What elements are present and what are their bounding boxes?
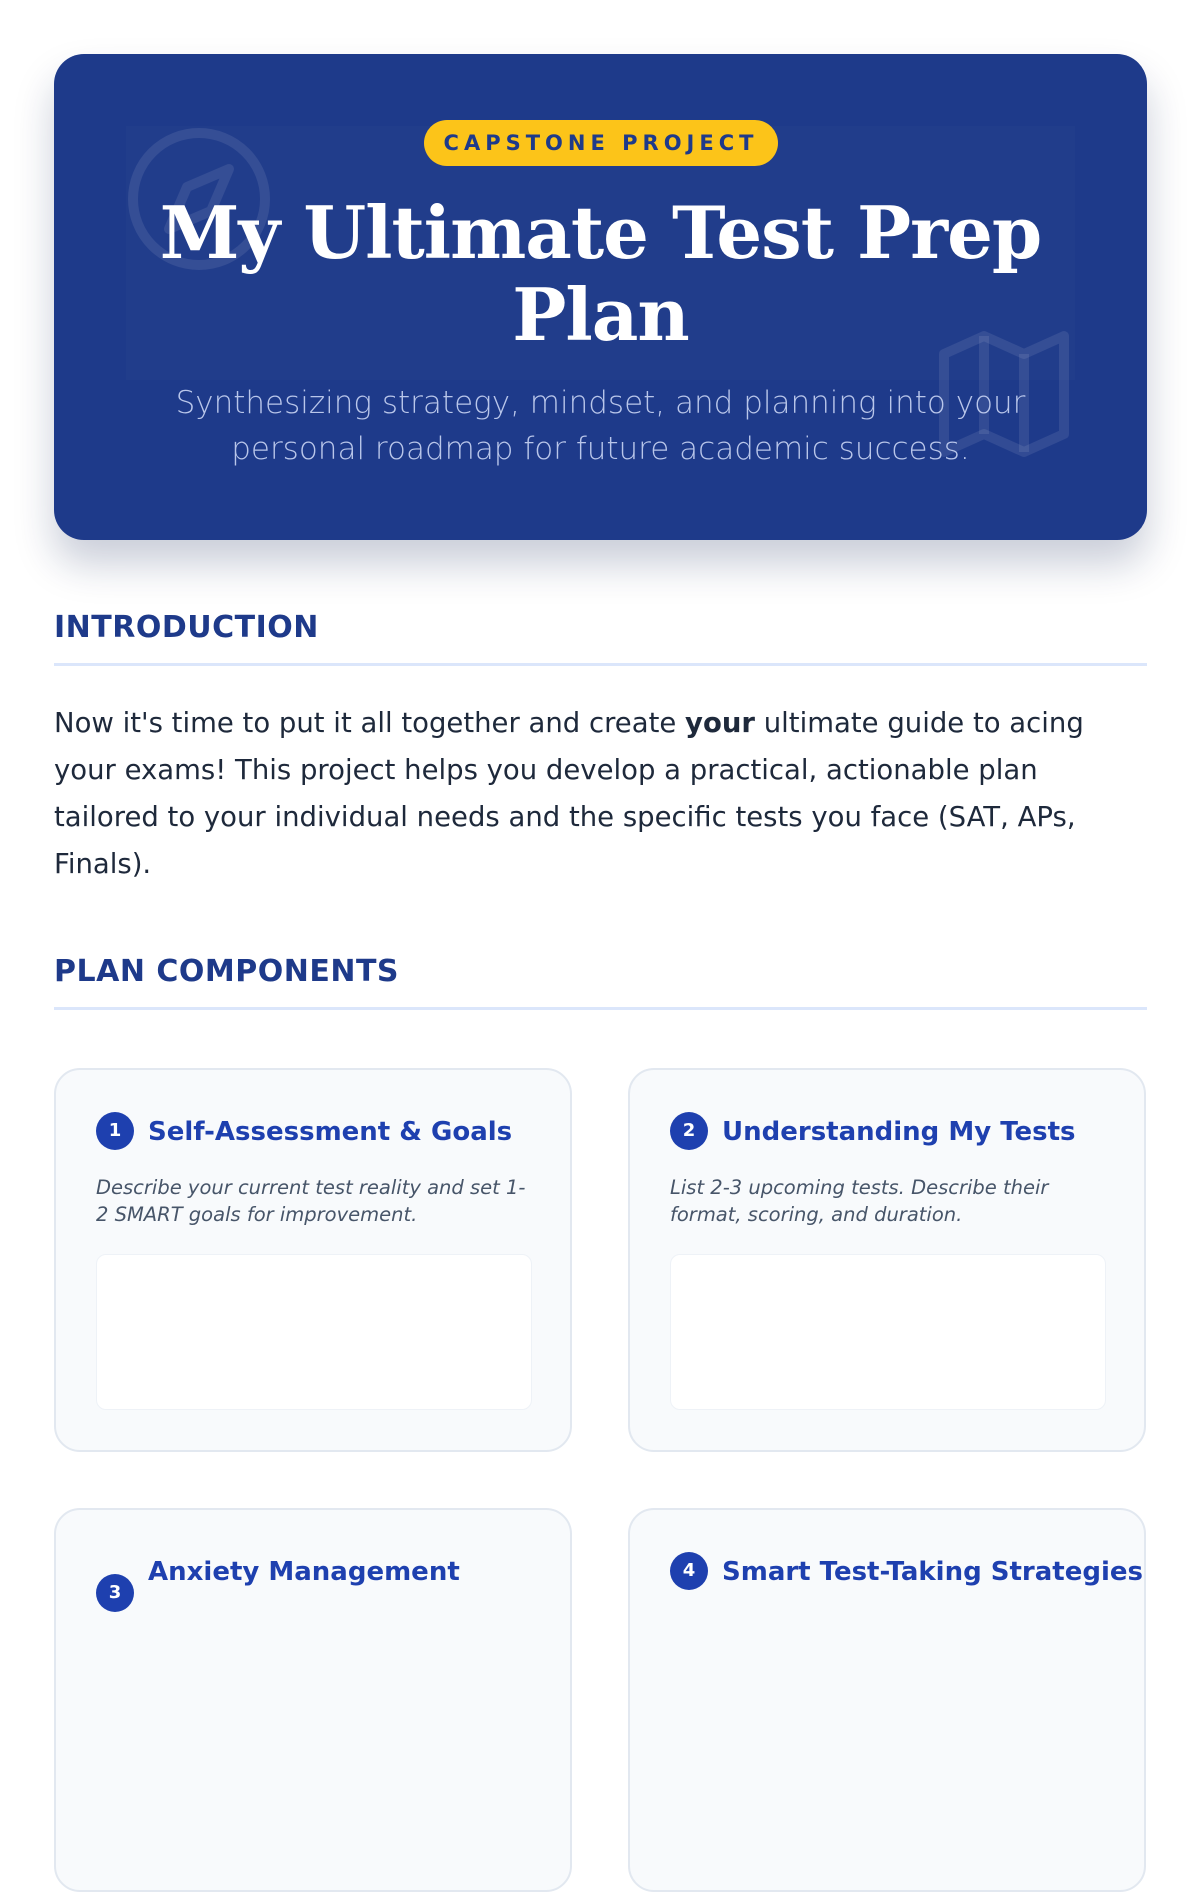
hero-banner	[54, 54, 1147, 540]
intro-text-start: Now it's time to put it all together and create	[54, 707, 686, 739]
card-title: Self-Assessment & Goals	[148, 1117, 513, 1147]
plan-components-heading: PLAN COMPONENTS	[54, 954, 1147, 1010]
introduction-text	[54, 700, 1147, 888]
card-title: Anxiety Management	[148, 1557, 460, 1587]
component-card-test-taking-strategies	[628, 1508, 1146, 1892]
step-number-badge: 2	[670, 1112, 708, 1150]
card-title: Smart Test-Taking Strategies	[722, 1557, 1143, 1587]
introduction-heading: INTRODUCTION	[54, 610, 1147, 666]
understanding-tests-input[interactable]	[670, 1254, 1106, 1410]
card-title: Understanding My Tests	[722, 1117, 1076, 1147]
card-description: List 2-3 upcoming tests. Describe their format, scoring, and duration.	[670, 1176, 1049, 1226]
step-number-badge: 4	[670, 1552, 708, 1590]
intro-text-end: ultimate guide to acing your exams! This project helps you develop a practical, actionable plan tailored to your individual needs and the specific tests you face (SAT, APs, Finals).	[54, 707, 1084, 880]
component-card-anxiety-management	[54, 1508, 572, 1892]
component-card-self-assessment	[54, 1068, 572, 1452]
page-title: My Ultimate Test Prep Plan	[159, 190, 1042, 357]
card-description: Describe your current test reality and set 1-2 SMART goals for improvement.	[96, 1176, 526, 1226]
component-card-understanding-tests	[628, 1068, 1146, 1452]
page-subtitle: Synthesizing strategy, mindset, and planning into your personal roadmap for future academic success.	[175, 385, 1026, 467]
step-number-badge: 1	[96, 1112, 134, 1150]
capstone-badge: CAPSTONE PROJECT	[424, 120, 778, 166]
intro-emphasis: your	[685, 707, 755, 739]
self-assessment-input[interactable]	[96, 1254, 532, 1410]
step-number-badge: 3	[96, 1574, 134, 1612]
